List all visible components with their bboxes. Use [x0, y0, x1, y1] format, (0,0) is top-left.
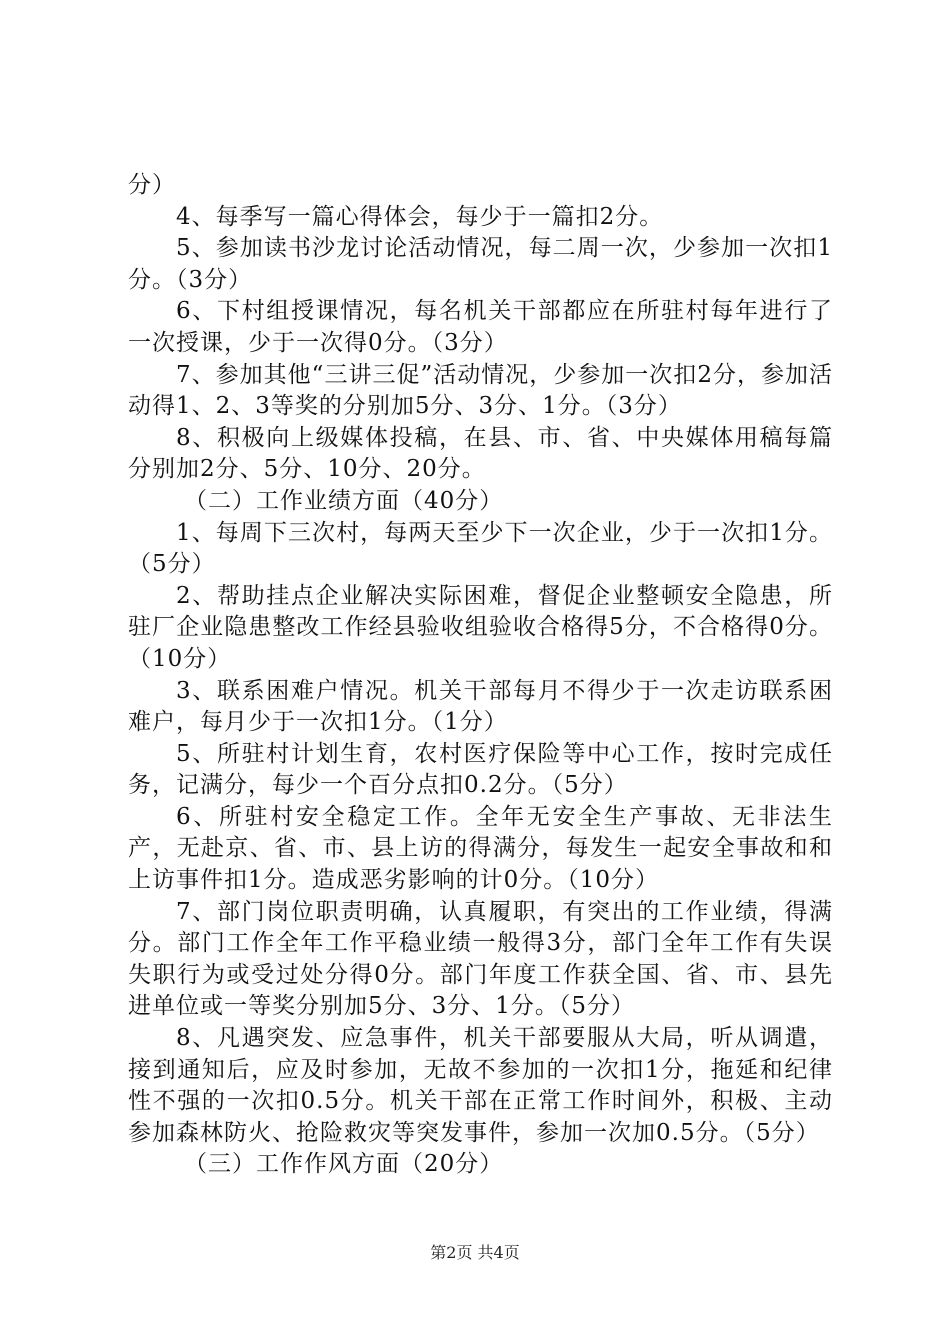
paragraph: 5、所驻村计划生育，农村医疗保险等中心工作，按时完成任务，记满分，每少一个百分点扣0.2分。（5分）: [128, 740, 833, 799]
section-heading: （三）工作作风方面（20分）: [184, 1151, 504, 1178]
paragraph: 3、联系困难户情况。机关干部每月不得少于一次走访联系困难户，每月少于一次扣1分。（1分）: [128, 677, 833, 736]
paragraph: 4、每季写一篇心得体会，每少于一篇扣2分。: [176, 203, 664, 230]
paragraph: 6、所驻村安全稳定工作。全年无安全生产事故、无非法生产，无赴京、省、市、县上访的得满分，每发生一起安全事故和和上访事件扣1分。造成恶劣影响的计0分。（10分）: [128, 803, 833, 894]
paragraph: 6、下村组授课情况，每名机关干部都应在所驻村每年进行了一次授课，少于一次得0分。（3分）: [128, 298, 833, 356]
document-body: [128, 170, 833, 1181]
page-footer: [0, 1240, 950, 1263]
paragraph: 8、凡遇突发、应急事件，机关干部要服从大局，听从调遣，接到通知后，应及时参加，无故不参加的一次扣1分，拖延和纪律性不强的一次扣0.5分。机关干部在正常工作时间外，积极、主动参加森林防火、抢险救灾等突发事件，参加一次加0.5分。（5分）: [128, 1025, 833, 1146]
page-number-label: 第2页 共4页: [430, 1243, 520, 1262]
paragraph: 7、参加其他“三讲三促”活动情况，少参加一次扣2分，参加活动得1、2、3等奖的分别加5分、3分、1分。（3分）: [128, 361, 833, 420]
paragraph: 8、积极向上级媒体投稿，在县、市、省、中央媒体用稿每篇分别加2分、5分、10分、20分。: [128, 424, 833, 483]
paragraph: 分）: [128, 172, 176, 198]
paragraph: 7、部门岗位职责明确，认真履职，有突出的工作业绩，得满分。部门工作全年工作平稳业绩一般得3分，部门全年工作有失误失职行为或受过处分得0分。部门年度工作获全国、省、市、县先进单位或一等奖分别加5分、3分、1分。（5分）: [128, 898, 833, 1020]
paragraph: 2、帮助挂点企业解决实际困难，督促企业整顿安全隐患，所驻厂企业隐患整改工作经县验收组验收合格得5分，不合格得0分。（10分）: [128, 582, 833, 672]
paragraph: 5、参加读书沙龙讨论活动情况，每二周一次，少参加一次扣1分。（3分）: [128, 235, 833, 293]
section-heading: （二）工作业绩方面（40分）: [184, 487, 504, 514]
paragraph: 1、每周下三次村，每两天至少下一次企业，少于一次扣1分。（5分）: [128, 519, 833, 578]
